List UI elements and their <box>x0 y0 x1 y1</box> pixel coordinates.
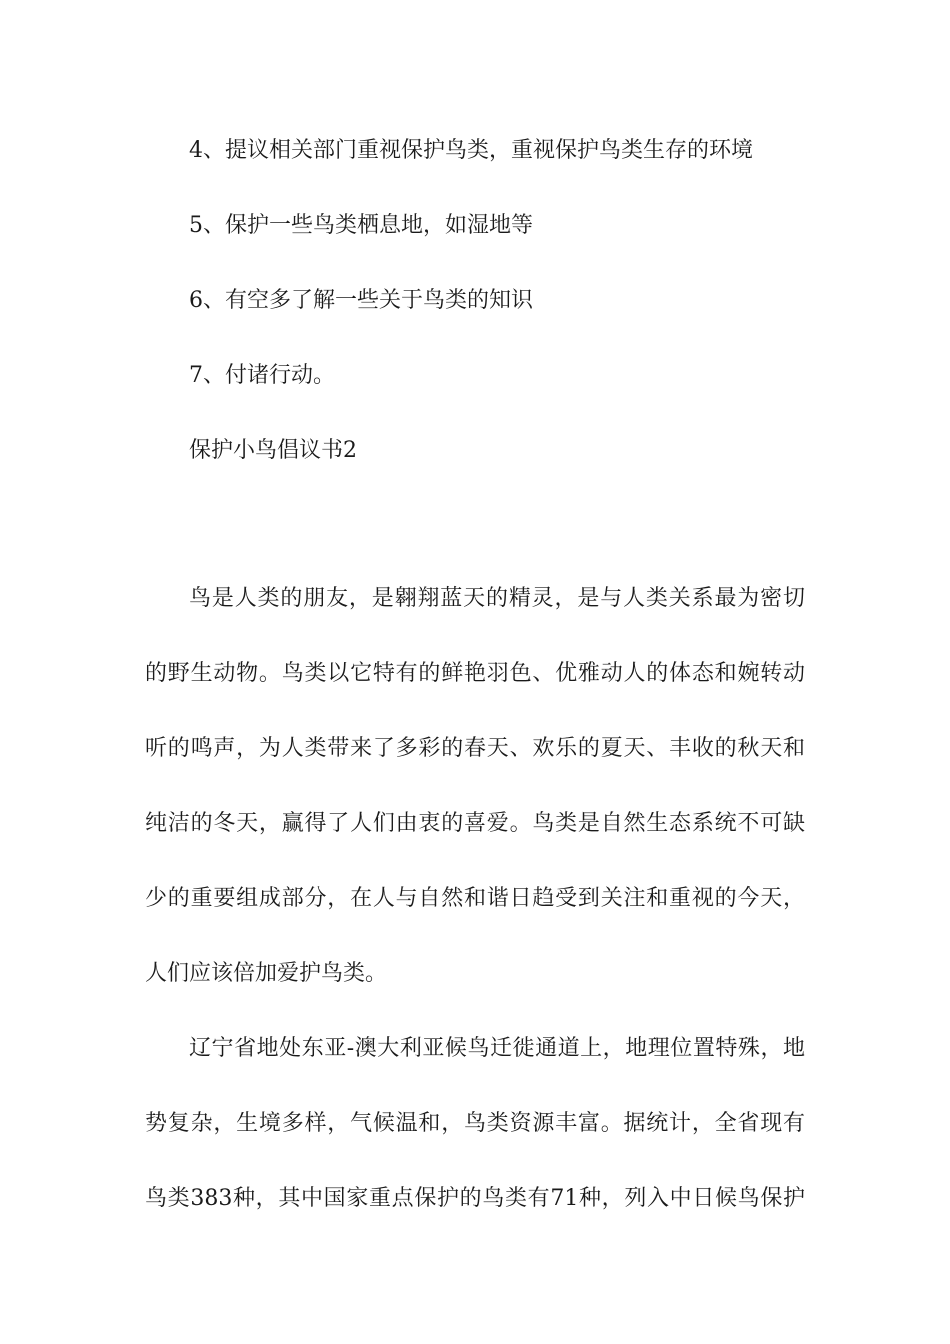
section-title: 保护小鸟倡议书2 <box>189 438 357 463</box>
list-item: 5、保护一些鸟类栖息地，如湿地等 <box>189 213 533 238</box>
paragraph-line: 鸟是人类的朋友，是翱翔蓝天的精灵，是与人类关系最为密切 <box>189 586 805 611</box>
paragraph-line: 听的鸣声，为人类带来了多彩的春天、欢乐的夏天、丰收的秋天和 <box>145 736 805 761</box>
paragraph-line: 辽宁省地处东亚-澳大利亚候鸟迁徙通道上，地理位置特殊，地 <box>189 1036 805 1061</box>
paragraph-line: 人们应该倍加爱护鸟类。 <box>145 961 388 986</box>
list-item: 4、提议相关部门重视保护鸟类，重视保护鸟类生存的环境 <box>189 138 753 163</box>
paragraph-line: 的野生动物。鸟类以它特有的鲜艳羽色、优雅动人的体态和婉转动 <box>145 661 805 686</box>
list-item: 6、有空多了解一些关于鸟类的知识 <box>189 288 533 313</box>
paragraph-line: 纯洁的冬天，赢得了人们由衷的喜爱。鸟类是自然生态系统不可缺 <box>145 811 805 836</box>
paragraph-line: 势复杂，生境多样，气候温和，鸟类资源丰富。据统计，全省现有 <box>145 1111 805 1136</box>
list-item: 7、付诸行动。 <box>189 363 335 388</box>
paragraph-line: 鸟类383种，其中国家重点保护的鸟类有71种，列入中日候鸟保护 <box>145 1186 805 1211</box>
paragraph-line: 少的重要组成部分，在人与自然和谐日趋受到关注和重视的今天， <box>145 886 805 911</box>
